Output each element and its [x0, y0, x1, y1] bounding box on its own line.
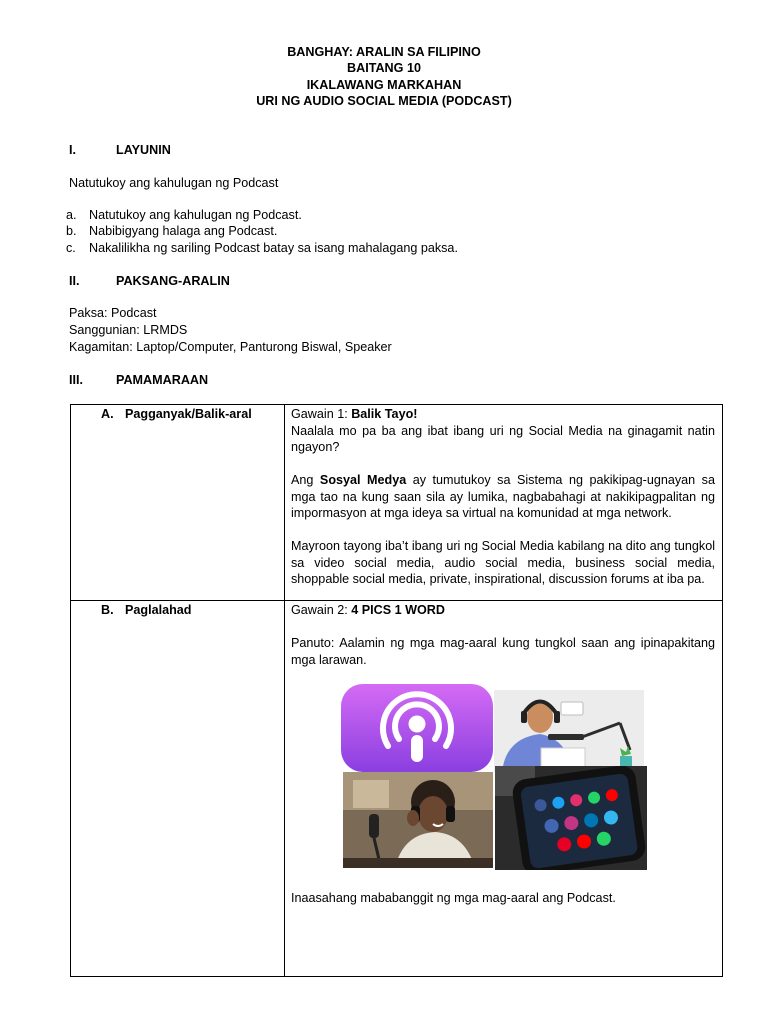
social-media-definition: Ang Sosyal Medya ay tumutukoy sa Sistema ng pakikipag-ugnayan sa mga tao na kung saan sila ay lumika, nagbabahagi at nakikipagpalitan ng impormasyon at mga ideya sa virtual na komunidad at mga network.	[291, 473, 715, 520]
procedure-table	[70, 404, 723, 977]
objective-text: Natutukoy ang kahulugan ng Podcast.	[89, 208, 302, 222]
doc-title-line-4: URI NG AUDIO SOCIAL MEDIA (PODCAST)	[256, 94, 512, 108]
section-1-number: I.	[69, 143, 76, 157]
social-media-types: Mayroon tayong iba’t ibang uri ng Social Media kabilang na dito ang tungkol sa video social media, audio social media, business social media, shoppable social media, private, inspirational, discussion forums at iba pa.	[291, 539, 715, 586]
doc-title-line-3: IKALAWANG MARKAHAN	[306, 78, 462, 92]
podcast-app-icon	[341, 684, 493, 772]
row-b-letter: B.	[101, 603, 114, 617]
gawain-2-heading: Gawain 2: 4 PICS 1 WORD	[291, 603, 445, 617]
section-2-number: II.	[69, 274, 80, 288]
row-a-letter: A.	[101, 407, 114, 421]
social-media-term: Sosyal Medya	[319, 473, 407, 487]
gawain-1-question: Naalala mo pa ba ang ibat ibang uri ng Social Media na ginagamit natin ngayon?	[291, 423, 715, 454]
gawain-2-title: 4 PICS 1 WORD	[351, 603, 445, 617]
woman-headphones-picture	[343, 772, 493, 868]
row-a-content	[285, 405, 723, 601]
section-3-number: III.	[69, 373, 83, 387]
paksa-line: Paksa: Podcast	[69, 306, 157, 320]
objective-marker: b.	[66, 224, 77, 238]
row-a-label-cell	[71, 405, 285, 601]
person-microphone-picture	[494, 690, 644, 772]
gawain-1-title: Balik Tayo!	[351, 407, 418, 421]
phone-social-apps-picture	[495, 766, 647, 870]
kagamitan-line: Kagamitan: Laptop/Computer, Panturong Biswal, Speaker	[69, 340, 392, 354]
objective-text: Nakalilikha ng sariling Podcast batay sa isang mahalagang paksa.	[89, 241, 458, 255]
objective-marker: c.	[66, 241, 76, 255]
doc-title-line-1: BANGHAY: ARALIN SA FILIPINO	[287, 45, 481, 59]
section-2-title: PAKSANG-ARALIN	[116, 274, 230, 288]
row-a-label: Pagganyak/Balik-aral	[125, 407, 252, 421]
row-b-content	[285, 601, 723, 977]
doc-title-line-2: BAITANG 10	[347, 61, 421, 75]
objective-marker: a.	[66, 208, 77, 222]
gawain-1-heading: Gawain 1: Balik Tayo!	[291, 407, 418, 421]
section-1-intro: Natutukoy ang kahulugan ng Podcast	[69, 176, 279, 190]
expected-answer: Inaasahang mababanggit ng mga mag-aaral ang Podcast.	[291, 891, 616, 905]
panuto-text: Panuto: Aalamin ng mga mag-aaral kung tungkol saan ang ipinapakitang mga larawan.	[291, 636, 715, 667]
row-b-label-cell	[71, 601, 285, 977]
table-row	[71, 601, 723, 977]
row-b-label: Paglalahad	[125, 603, 192, 617]
section-1-title: LAYUNIN	[116, 143, 171, 157]
four-pics-grid	[291, 684, 715, 874]
section-3-title: PAMAMARAAN	[116, 373, 209, 387]
objective-text: Nabibigyang halaga ang Podcast.	[89, 224, 278, 238]
sanggunian-line: Sanggunian: LRMDS	[69, 323, 188, 337]
table-row	[71, 405, 723, 601]
